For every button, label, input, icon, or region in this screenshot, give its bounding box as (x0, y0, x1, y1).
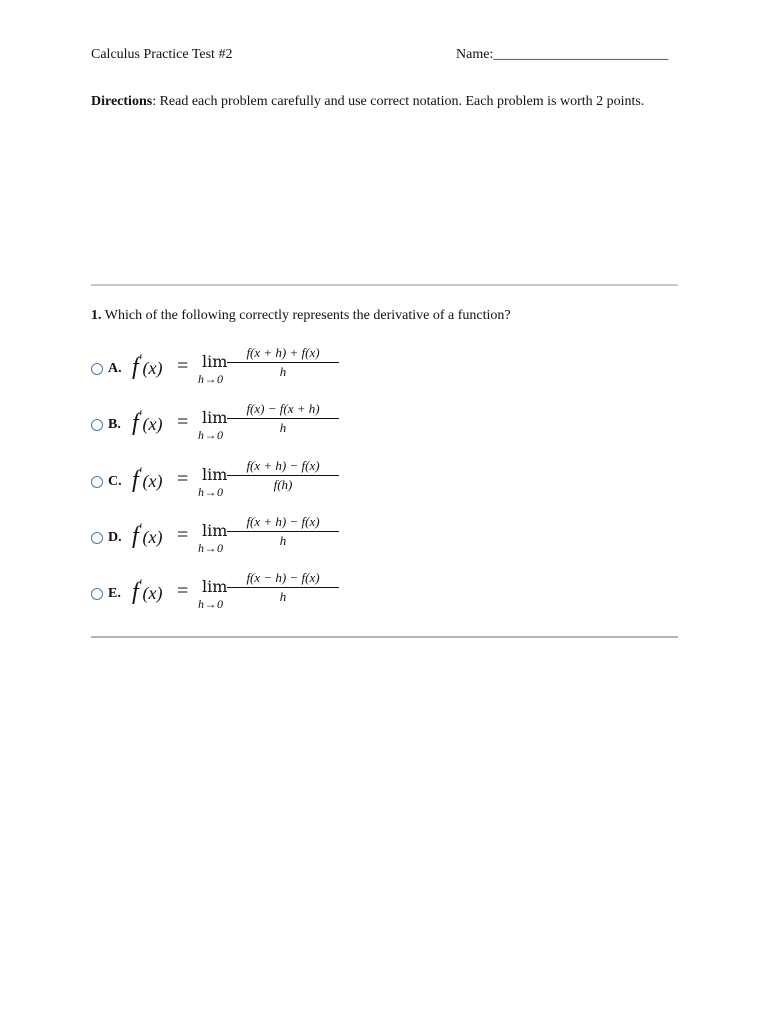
limit-subscript: h→0 (198, 597, 224, 611)
directions (91, 93, 671, 111)
radio-button-d[interactable] (91, 532, 103, 544)
choice-letter: D. (108, 530, 122, 545)
fraction (225, 344, 341, 381)
radio-button-e[interactable] (91, 588, 103, 600)
choice-letter: C. (108, 474, 122, 489)
formula-d (127, 512, 387, 562)
limit-subscript: h→0 (198, 428, 224, 442)
equals-sign: = (177, 524, 189, 546)
equals-sign: = (177, 411, 189, 433)
choice-d[interactable] (91, 512, 391, 562)
fraction (225, 513, 341, 550)
limit-operator: lim (202, 408, 228, 427)
numerator: f(x − h) − f(x) (246, 570, 320, 585)
equals-sign: = (177, 580, 189, 602)
fraction (225, 457, 341, 494)
directions-text: : Read each problem carefully and use correct notation. Each problem is worth 2 points. (152, 94, 645, 109)
denominator: f(h) (273, 477, 293, 492)
limit-operator: lim (202, 577, 228, 596)
question-number: 1. (91, 308, 102, 323)
denominator: h (279, 420, 287, 435)
denominator: h (279, 364, 287, 379)
numerator: f(x + h) − f(x) (246, 458, 320, 473)
formula-c (127, 456, 387, 506)
limit-subscript: h→0 (198, 372, 224, 386)
denominator: h (279, 533, 287, 548)
formula-e (127, 568, 387, 618)
equals-sign: = (177, 468, 189, 490)
numerator: f(x + h) + f(x) (246, 345, 320, 360)
equals-sign: = (177, 355, 189, 377)
lhs: f′(x) (132, 351, 163, 380)
choice-b[interactable] (91, 399, 391, 449)
choice-a[interactable] (91, 343, 391, 393)
formula-b (127, 399, 387, 449)
choice-letter: A. (108, 361, 122, 376)
radio-button-a[interactable] (91, 363, 103, 375)
choice-letter: B. (108, 417, 121, 432)
lhs: f′(x) (132, 464, 163, 493)
lhs: f′(x) (132, 407, 163, 436)
numerator: f(x + h) − f(x) (246, 514, 320, 529)
limit-operator: lim (202, 465, 228, 484)
choice-c[interactable] (91, 456, 391, 506)
limit-subscript: h→0 (198, 541, 224, 555)
fraction (225, 400, 341, 437)
numerator: f(x) − f(x + h) (246, 401, 320, 416)
choice-letter: E. (108, 586, 121, 601)
divider-top (91, 284, 678, 286)
lhs: f′(x) (132, 576, 163, 605)
divider-bottom (91, 636, 678, 638)
radio-button-b[interactable] (91, 419, 103, 431)
name-field-label: Name:_________________________ (456, 47, 669, 62)
test-title: Calculus Practice Test #2 (91, 47, 233, 62)
question-text: Which of the following correctly represents the derivative of a function? (104, 308, 511, 323)
directions-label: Directions (91, 94, 153, 109)
limit-operator: lim (202, 521, 228, 540)
limit-subscript: h→0 (198, 485, 224, 499)
lhs: f′(x) (132, 520, 163, 549)
fraction (225, 569, 341, 606)
limit-operator: lim (202, 352, 228, 371)
choice-e[interactable] (91, 568, 391, 618)
formula-a (127, 343, 387, 393)
question-1 (91, 308, 511, 324)
radio-button-c[interactable] (91, 476, 103, 488)
denominator: h (279, 589, 287, 604)
